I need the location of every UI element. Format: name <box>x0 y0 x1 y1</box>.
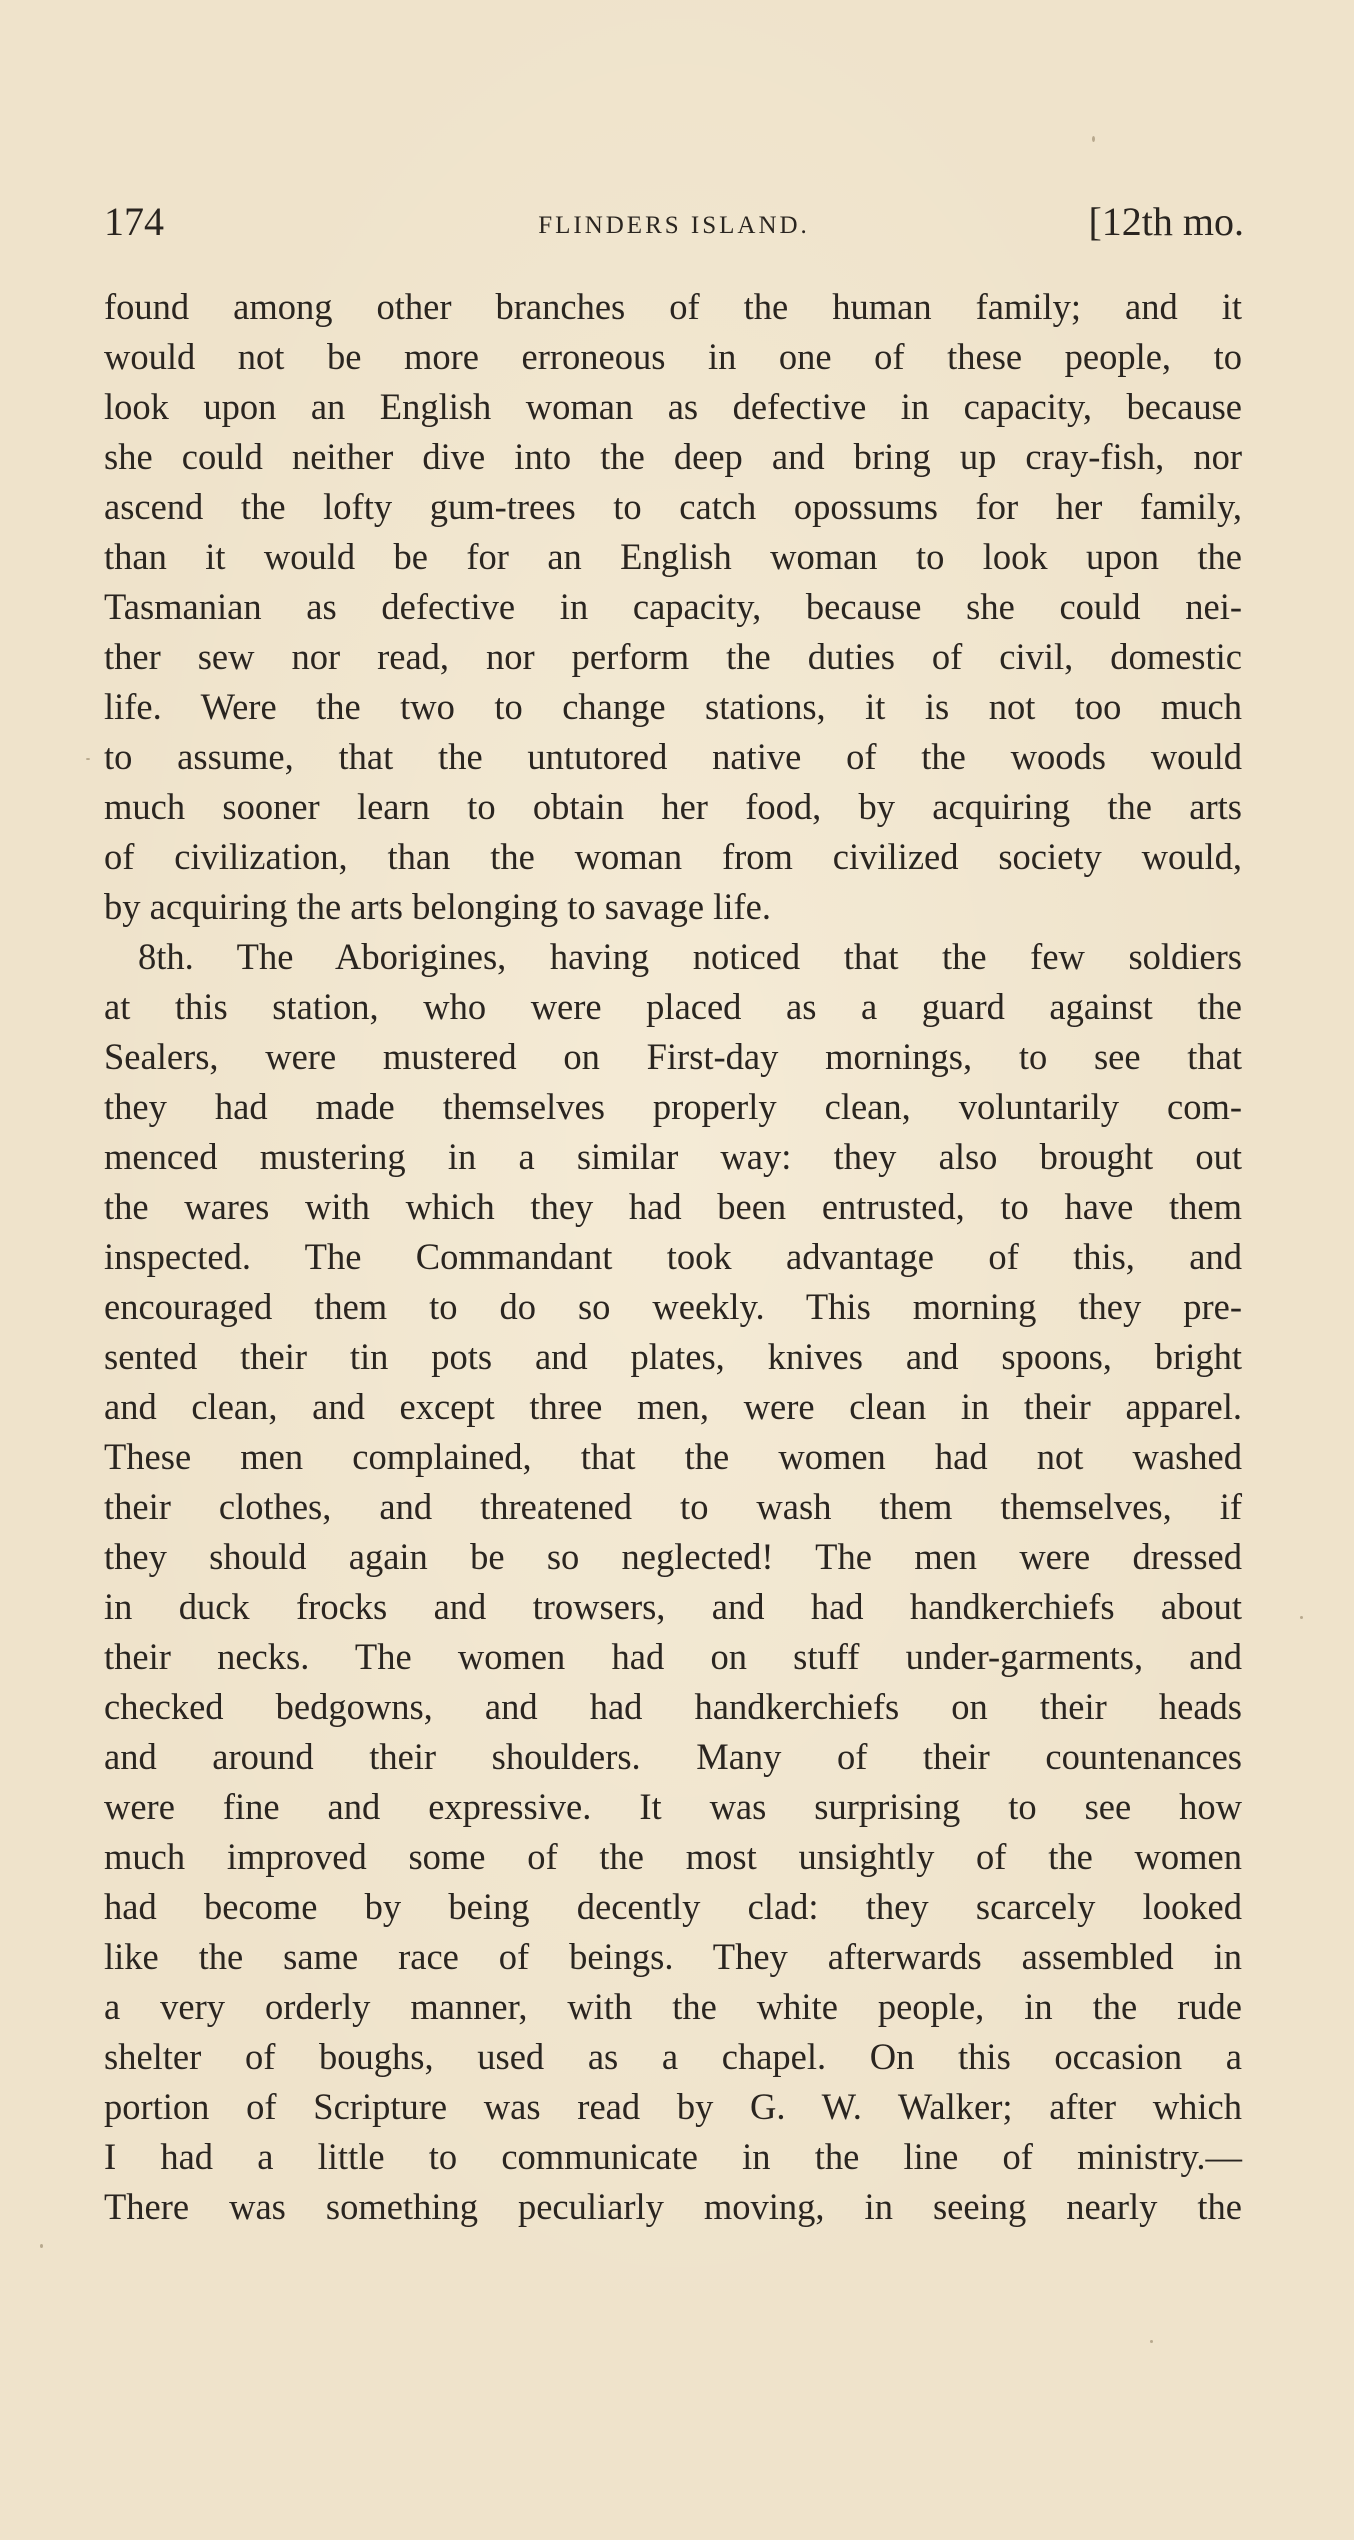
text-line: by acquiring the arts belonging to savage life. <box>104 886 771 927</box>
text-line: checked bedgowns, and had handkerchiefs on their heads <box>104 1686 1242 1727</box>
text-line: These men complained, that the women had not washed <box>104 1436 1242 1477</box>
text-line: There was something peculiarly moving, in seeing nearly the <box>104 2186 1242 2227</box>
paper-speck <box>1150 2340 1153 2343</box>
text-line: and around their shoulders. Many of their countenances <box>104 1736 1242 1777</box>
text-line: I had a little to communicate in the line of ministry.— <box>104 2136 1242 2177</box>
text-line: would not be more erroneous in one of these people, to <box>104 336 1242 377</box>
text-line: were fine and expressive. It was surprising to see how <box>104 1786 1242 1827</box>
text-line: of civilization, than the woman from civilized society would, <box>104 836 1242 877</box>
text-line: portion of Scripture was read by G. W. Walker; after which <box>104 2086 1242 2127</box>
text-line: the wares with which they had been entrusted, to have them <box>104 1186 1242 1227</box>
text-line: to assume, that the untutored native of the woods would <box>104 736 1242 777</box>
running-head <box>104 192 1244 252</box>
text-line: inspected. The Commandant took advantage of this, and <box>104 1236 1242 1277</box>
text-line: their necks. The women had on stuff under-garments, and <box>104 1636 1242 1677</box>
text-line: in duck frocks and trowsers, and had handkerchiefs about <box>104 1586 1242 1627</box>
text-line: Sealers, were mustered on First-day mornings, to see that <box>104 1036 1242 1077</box>
running-title: FLINDERS ISLAND. <box>538 212 810 239</box>
paper-speck <box>1092 136 1095 142</box>
paper-speck <box>40 2244 43 2248</box>
text-line: ther sew nor read, nor perform the duties of civil, domestic <box>104 636 1242 677</box>
body-text <box>104 282 1242 2232</box>
text-line: much sooner learn to obtain her food, by acquiring the arts <box>104 786 1242 827</box>
text-line: shelter of boughs, used as a chapel. On this occasion a <box>104 2036 1242 2077</box>
text-line: look upon an English woman as defective in capacity, because <box>104 386 1242 427</box>
text-line: she could neither dive into the deep and bring up cray-fish, nor <box>104 436 1242 477</box>
paper-speck <box>1300 1616 1303 1619</box>
text-line: encouraged them to do so weekly. This morning they pre- <box>104 1286 1242 1327</box>
text-line: found among other branches of the human family; and it <box>104 286 1242 327</box>
text-line: they had made themselves properly clean, voluntarily com- <box>104 1086 1242 1127</box>
text-line: a very orderly manner, with the white people, in the rude <box>104 1986 1242 2027</box>
text-line: Tasmanian as defective in capacity, because she could nei- <box>104 586 1242 627</box>
text-line: they should again be so neglected! The men were dressed <box>104 1536 1242 1577</box>
text-line: much improved some of the most unsightly of the women <box>104 1836 1242 1877</box>
text-line: and clean, and except three men, were clean in their apparel. <box>104 1386 1242 1427</box>
page-number: 174 <box>104 199 164 244</box>
text-line: their clothes, and threatened to wash them themselves, if <box>104 1486 1242 1527</box>
text-line: had become by being decently clad: they scarcely looked <box>104 1886 1242 1927</box>
text-line: ascend the lofty gum-trees to catch opossums for her family, <box>104 486 1242 527</box>
text-line: sented their tin pots and plates, knives and spoons, bright <box>104 1336 1242 1377</box>
text-line: life. Were the two to change stations, it is not too much <box>104 686 1242 727</box>
paper-speck <box>86 758 90 760</box>
running-date: [12th mo. <box>1088 199 1244 244</box>
text-line: menced mustering in a similar way: they also brought out <box>104 1136 1242 1177</box>
text-line: 8th. The Aborigines, having noticed that the few soldiers <box>138 936 1242 977</box>
text-line: at this station, who were placed as a guard against the <box>104 986 1242 1027</box>
text-line: than it would be for an English woman to look upon the <box>104 536 1242 577</box>
text-line: like the same race of beings. They afterwards assembled in <box>104 1936 1242 1977</box>
